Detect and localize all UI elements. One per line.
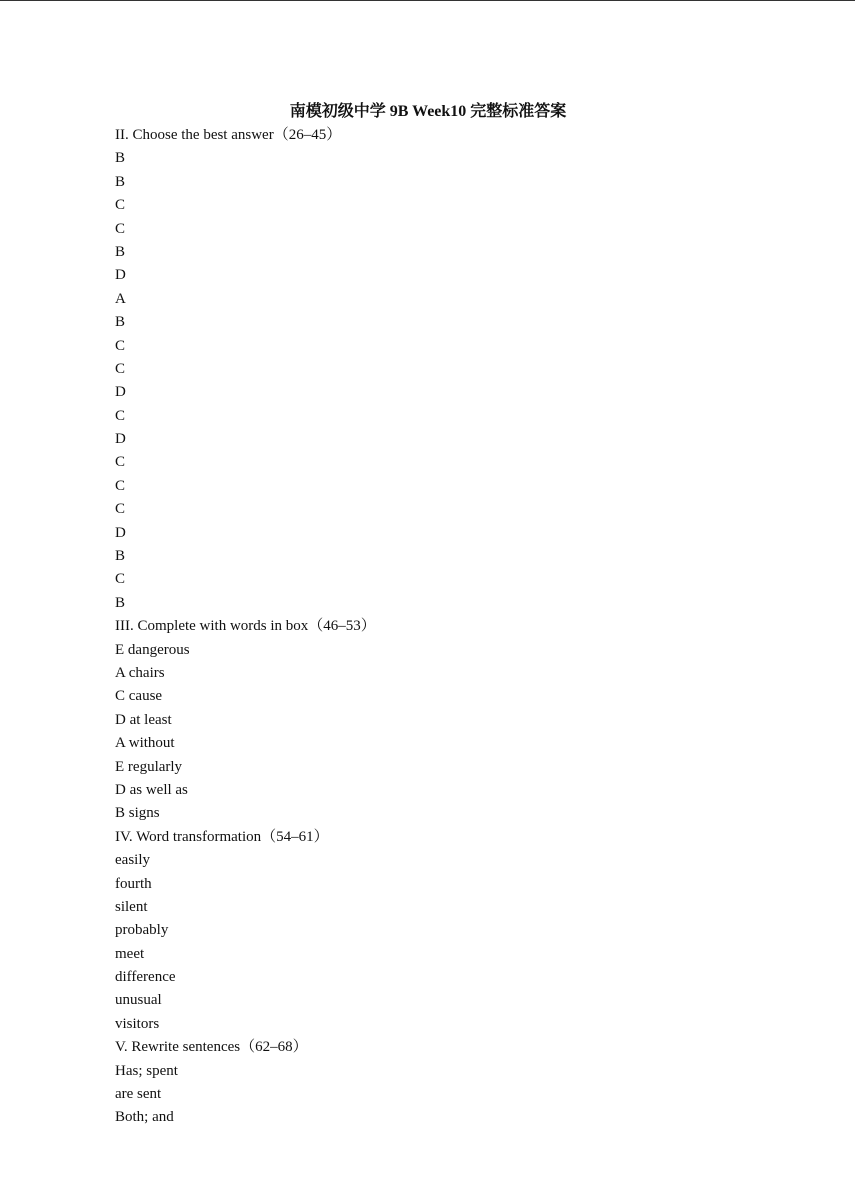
answer-item: D [115,524,126,541]
answer-item: C [115,454,126,471]
answer-item: D [115,267,126,284]
answer-item: C [115,360,126,377]
answer-item: B [115,173,126,190]
section-rewrite-sentences [115,1036,815,1130]
answer-item: E dangerous [115,641,190,658]
answer-item: A chairs [115,664,165,681]
answer-item: C [115,337,126,354]
document-title: 南模初级中学 9B Week10 完整标准答案 [289,103,567,120]
answer-item: visitors [115,1015,160,1032]
section-heading: II. Choose the best answer（26–45） [115,127,342,143]
answer-item: C [115,477,126,494]
answer-item: C [115,407,126,424]
answer-list [115,639,815,826]
answer-key-page [115,100,815,1130]
answer-item: C cause [115,688,163,705]
answer-item: D [115,431,126,448]
section-word-transformation [115,826,815,1037]
answer-item: Both; and [115,1109,174,1126]
answer-item: B [115,150,126,167]
answer-item: C [115,571,126,588]
page-top-border [0,0,855,1]
answer-item: are sent [115,1086,162,1103]
answer-item: D as well as [115,781,188,798]
answer-list [115,1060,815,1130]
answer-list [115,147,815,615]
answer-item: meet [115,945,145,962]
answer-item: B [115,243,126,260]
section-heading: V. Rewrite sentences（62–68） [115,1039,308,1056]
answer-item: fourth [115,875,152,892]
answer-item: D [115,384,126,401]
answer-item: probably [115,922,169,939]
answer-item: E regularly [115,758,183,775]
answer-item: difference [115,969,176,986]
answer-item: C [115,197,126,214]
answer-item: A without [115,735,175,752]
section-choose-best-answer [115,124,815,615]
answer-item: unusual [115,992,162,1009]
answer-item: B [115,314,126,331]
answer-item: D at least [115,711,172,728]
answer-item: B [115,594,126,611]
answer-item: C [115,501,126,518]
answer-item: C [115,220,126,237]
answer-item: B signs [115,805,160,822]
answer-item: easily [115,852,150,869]
answer-item: silent [115,898,148,915]
section-complete-with-words [115,615,815,826]
answer-list [115,849,815,1036]
answer-item: A [115,290,126,307]
answer-item: Has; spent [115,1062,178,1079]
section-heading: III. Complete with words in box（46–53） [115,618,376,635]
answer-item: B [115,548,126,565]
section-heading: IV. Word transformation（54–61） [115,828,329,845]
